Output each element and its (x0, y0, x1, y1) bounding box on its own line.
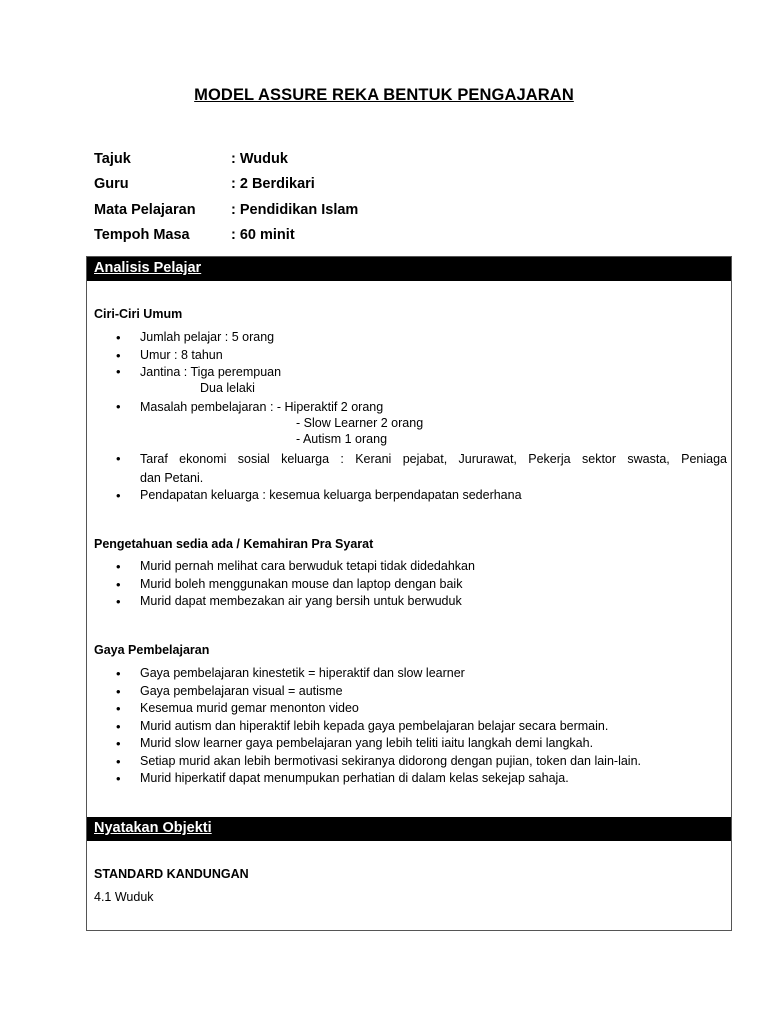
list-item: • Kesemua murid gemar menonton video (87, 700, 727, 718)
info-row-guru (94, 172, 358, 198)
list-item: • Murid dapat membezakan air yang bersih untuk berwuduk (87, 593, 727, 611)
list-item: • Murid slow learner gaya pembelajaran yang lebih teliti iaitu langkah demi langkah. (87, 735, 727, 753)
info-row-tajuk (94, 146, 358, 172)
section-header-label: Analisis Pelajar (94, 260, 202, 276)
list-item: • Jumlah pelajar : 5 orang (87, 329, 727, 347)
list-item: • Umur : 8 tahun (87, 347, 727, 365)
lesson-info (94, 146, 358, 248)
list-item: • Gaya pembelajaran kinestetik = hiperaktif dan slow learner (87, 665, 727, 683)
list-item: • Murid pernah melihat cara berwuduk tetapi tidak didedahkan (87, 558, 727, 576)
section-header-label: Nyatakan Objekti (94, 820, 212, 836)
list-item: • Murid boleh menggunakan mouse dan laptop dengan baik (87, 576, 727, 594)
info-value: : 2 Berdikari (231, 176, 315, 193)
list-item: • Jantina : Tiga perempuan Dua lelaki (87, 364, 727, 396)
info-value: : Wuduk (231, 150, 288, 167)
section-header-objektif (87, 817, 731, 841)
info-label: Tempoh Masa (94, 227, 190, 244)
list-pengetahuan (87, 558, 727, 611)
subheading-standard-kandungan: STANDARD KANDUNGAN (94, 867, 249, 881)
subheading-ciri-umum: Ciri-Ciri Umum (94, 307, 183, 321)
section-header-analisis (87, 257, 731, 281)
info-label: Mata Pelajaran (94, 201, 196, 218)
subheading-pengetahuan: Pengetahuan sedia ada / Kemahiran Pra Syarat (94, 537, 374, 551)
info-label: Tajuk (94, 150, 131, 167)
info-value: : Pendidikan Islam (231, 201, 359, 218)
list-item-continuation: dan Petani. (140, 471, 204, 485)
info-row-tempoh-masa (94, 223, 358, 249)
list-item: • Taraf ekonomi sosial keluarga : Kerani pejabat, Jururawat, Pekerja sektor swasta, Peniaga (87, 447, 727, 471)
list-item: • Setiap murid akan lebih bermotivasi sekiranya didorong dengan pujian, token dan lain-lain. (87, 753, 727, 771)
info-label: Guru (94, 176, 129, 193)
list-gaya (87, 665, 727, 788)
content-table (86, 256, 732, 931)
subheading-gaya: Gaya Pembelajaran (94, 643, 210, 657)
info-row-mata-pelajaran (94, 197, 358, 223)
list-item: • Masalah pembelajaran : - Hiperaktif 2 orang - Slow Learner 2 orang - Autism 1 orang (87, 399, 727, 447)
info-value: : 60 minit (231, 227, 295, 244)
page-title: MODEL ASSURE REKA BENTUK PENGAJARAN (194, 86, 574, 104)
standard-kandungan-value: 4.1 Wuduk (94, 890, 154, 904)
list-item: • Gaya pembelajaran visual = autisme (87, 683, 727, 701)
list-item: • Murid autism dan hiperaktif lebih kepada gaya pembelajaran belajar secara bermain. (87, 718, 727, 736)
list-item: • Murid hiperkatif dapat menumpukan perhatian di dalam kelas sekejap sahaja. (87, 770, 727, 788)
list-ciri-umum (87, 329, 727, 505)
list-item: • Pendapatan keluarga : kesemua keluarga berpendapatan sederhana (87, 487, 727, 505)
